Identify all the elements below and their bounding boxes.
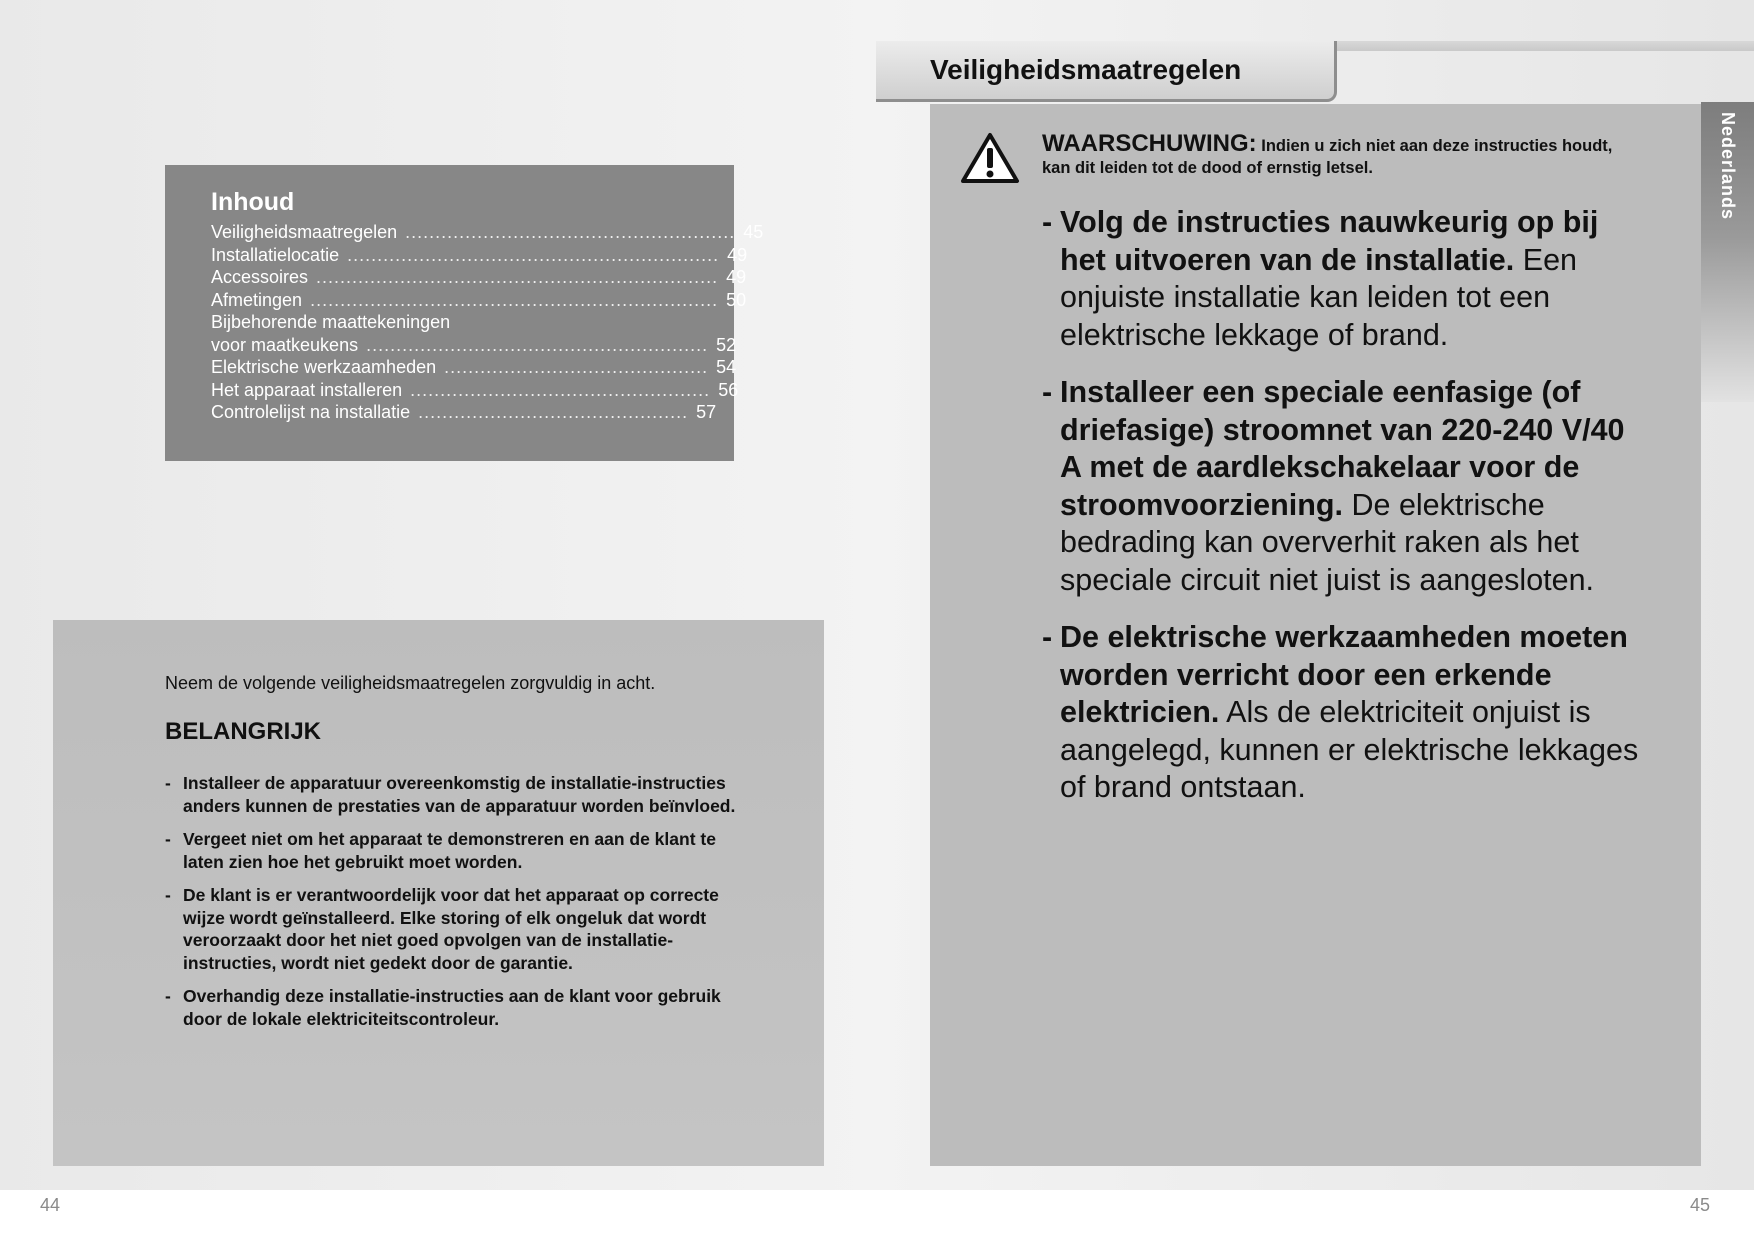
toc-entry-label: Bijbehorende maattekeningen xyxy=(211,312,451,332)
toc-entry xyxy=(211,221,764,244)
bullet-dash: - xyxy=(1042,205,1053,239)
header-tab-strip xyxy=(1335,41,1754,51)
toc-entry-page: 45 xyxy=(743,222,764,242)
toc-entry-leader: ......................................................... xyxy=(366,334,709,355)
important-notice-panel xyxy=(53,620,824,1166)
table-of-contents xyxy=(165,165,764,461)
toc-entry-leader: ............................................ xyxy=(444,357,709,377)
toc-entry-label: Installatielocatie xyxy=(211,244,340,265)
notice-item xyxy=(165,884,744,974)
notice-intro: Neem de volgende veiligheidsmaatregelen zorgvuldig in acht. xyxy=(165,673,656,693)
notice-item-text: Vergeet niet om het apparaat te demonstreren en aan de klant te laten zien hoe het gebruikt moet worden. xyxy=(183,829,716,872)
warning-text xyxy=(1042,130,1622,179)
toc-entry xyxy=(211,244,748,267)
instruction-detail: Een onjuiste installatie kan leiden tot een elektrische lekkage of brand. xyxy=(1060,242,1578,352)
notice-heading: BELANGRIJK xyxy=(165,718,322,745)
toc-entry-page: 57 xyxy=(696,402,717,422)
bullet-dash: - xyxy=(165,986,171,1006)
bullet-dash: - xyxy=(165,885,171,905)
toc-entry-label: Afmetingen xyxy=(211,289,303,310)
toc-entry xyxy=(211,379,739,402)
instruction-detail: Als de elektriciteit onjuist is aangelegd, kunnen er elektrische lekkages of brand ontstaan. xyxy=(1060,695,1639,804)
notice-item xyxy=(165,985,744,1030)
notice-item-text: Overhandig deze installatie-instructies aan de klant voor gebruik door de lokale elektriciteitscontroleur. xyxy=(183,986,721,1029)
notice-list xyxy=(165,772,744,1030)
warning-triangle-icon xyxy=(960,132,1020,184)
bullet-dash: - xyxy=(165,773,171,793)
bullet-dash: - xyxy=(165,829,171,849)
toc-entry-leader: .............................................................. xyxy=(347,244,720,265)
toc-entry xyxy=(211,356,737,379)
instruction-list xyxy=(1040,204,1640,827)
page-footer-strip xyxy=(0,1190,1754,1241)
instruction-emphasis: Installeer een speciale eenfasige (of driefasige) stroomnet van 220-240 V/40 A met de aardlekschakelaar voor de stroomvoorziening. xyxy=(1060,375,1625,522)
toc-entry-label: Controlelijst na installatie xyxy=(211,402,411,422)
toc-entry-leader: .................................................................... xyxy=(310,289,719,310)
toc-entry-label: Accessoires xyxy=(211,267,309,287)
instruction-item xyxy=(1040,374,1640,599)
bullet-dash: - xyxy=(1042,375,1053,409)
toc-entry-page: 56 xyxy=(718,379,739,400)
language-tab-label: Nederlands xyxy=(1718,112,1738,221)
notice-item-text: Installeer de apparatuur overeenkomstig de installatie-instructies anders kunnen de prestaties van de apparatuur worden beïnvloed. xyxy=(183,773,736,816)
toc-entry-label: Het apparaat installeren xyxy=(211,379,403,400)
instruction-emphasis: Volg de instructies nauwkeurig op bij het uitvoeren van de installatie. xyxy=(1060,205,1599,277)
toc-title: Inhoud xyxy=(211,188,295,216)
toc-entry-label: Elektrische werkzaamheden xyxy=(211,357,437,377)
toc-entry-page: 49 xyxy=(726,267,747,287)
toc-entry-page: 54 xyxy=(716,357,737,377)
toc-entry xyxy=(211,311,696,334)
toc-entry xyxy=(211,266,747,289)
page-number-left: 44 xyxy=(40,1195,61,1215)
toc-entry-leader: ............................................. xyxy=(418,402,689,422)
toc-entry-leader: ....................................................... xyxy=(405,222,736,242)
page-number-right: 45 xyxy=(1690,1195,1711,1215)
toc-entry-page: 52 xyxy=(716,334,737,355)
language-tab xyxy=(1701,102,1754,402)
warning-keyword: WAARSCHUWING: xyxy=(1042,130,1257,157)
warning-message: Indien u zich niet aan deze instructies houdt, kan dit leiden tot de dood of ernstig letsel. xyxy=(1042,137,1613,177)
notice-item xyxy=(165,828,744,873)
toc-entry-label: voor maatkeukens xyxy=(211,334,359,355)
toc-entry xyxy=(211,334,737,357)
toc-entry-leader: .................................................. xyxy=(410,379,711,400)
toc-entry-label: Veiligheidsmaatregelen xyxy=(211,222,398,242)
instruction-emphasis: De elektrische werkzaamheden moeten worden verricht door een erkende elektricien. xyxy=(1060,620,1628,729)
toc-entry-leader: ................................................................... xyxy=(316,267,719,287)
instruction-item xyxy=(1040,619,1640,807)
instruction-detail: De elektrische bedrading kan oververhit raken als het speciale circuit niet juist is aangesloten. xyxy=(1060,487,1595,597)
toc-entry xyxy=(211,401,717,424)
section-title: Veiligheidsmaatregelen xyxy=(876,41,1337,102)
bullet-dash: - xyxy=(1042,620,1053,654)
instruction-item xyxy=(1040,204,1640,354)
toc-entry-page: 50 xyxy=(726,289,747,310)
notice-item xyxy=(165,772,744,817)
toc-entry-page: 49 xyxy=(727,244,748,265)
toc-entry xyxy=(211,289,747,312)
notice-item-text: De klant is er verantwoordelijk voor dat het apparaat op correcte wijze wordt geïnstalleerd. Elke storing of elk ongeluk dat wordt veroorzaakt door het niet goed opvolgen van de installatie-instructies, wordt niet gedekt door de garantie. xyxy=(183,885,719,973)
